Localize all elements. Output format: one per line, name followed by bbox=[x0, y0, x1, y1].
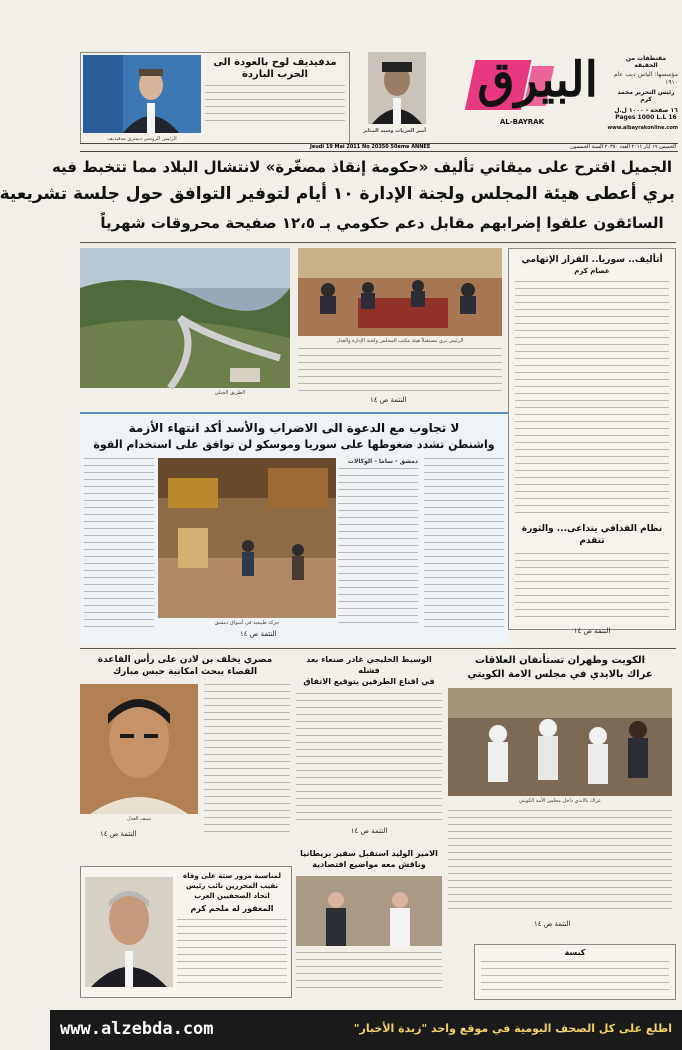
website: www.albayrakonline.com bbox=[607, 125, 678, 131]
syria-continued: التتمة ص ١٤ bbox=[240, 630, 277, 638]
obituary-headline1[interactable]: لمناسبة مرور ستة على وفاة bbox=[182, 872, 281, 880]
founder-portrait bbox=[362, 52, 426, 138]
kuwait-headline1[interactable]: الكويت وطهران تستأنفان العلاقات bbox=[474, 655, 646, 666]
side-note: مقتطفات من الحقيقة bbox=[625, 55, 667, 69]
divider bbox=[80, 648, 676, 649]
yemen-headline2[interactable]: في اقناع الطرفين بتوقيع الاتفاق bbox=[303, 677, 435, 686]
divider bbox=[80, 242, 676, 243]
teaser-text bbox=[205, 85, 345, 125]
egypt-headline1[interactable]: مصري يخلف بن لادن على رأس القاعدة bbox=[97, 655, 273, 665]
meeting-photo bbox=[298, 248, 502, 336]
kuwait-caption: عراك بالايدي داخل مجلس الأمة الكويتي bbox=[518, 798, 602, 804]
syria-market-photo bbox=[158, 458, 336, 618]
egypt-caption: سيف العدل bbox=[126, 816, 152, 822]
obituary-portrait bbox=[85, 877, 173, 987]
yemen-story bbox=[296, 654, 442, 844]
syria-text-col2 bbox=[338, 468, 418, 628]
syria-story bbox=[80, 412, 508, 644]
walid-text bbox=[296, 952, 442, 992]
footer-url[interactable]: www.alzebda.com bbox=[60, 1019, 214, 1039]
meeting-text bbox=[298, 348, 502, 392]
founder-photo bbox=[368, 52, 426, 124]
landscape-photo bbox=[80, 248, 290, 388]
column-subhead[interactable]: نظام القذافي يتداعى... والثورة تتقدم bbox=[521, 524, 663, 546]
price-en: 16 Pages 1000 L.L bbox=[615, 114, 677, 121]
teaser-caption: الرئيس الروسي ديمتري مدفيديف bbox=[107, 136, 177, 142]
egypt-text bbox=[204, 684, 290, 834]
column-subtext bbox=[515, 553, 669, 623]
egypt-continued: التتمة ص ١٤ bbox=[100, 830, 137, 838]
column-author: عصام كرم bbox=[574, 267, 610, 275]
kuwait-photo bbox=[448, 688, 672, 796]
kuwait-headline2[interactable]: عراك بالايدي في مجلس الامة الكويتي bbox=[467, 669, 653, 680]
dateline: الخميس ١٩ أيار ٢٠١١ العدد ٢٠٣٥٠ السنة الخمسون bbox=[570, 144, 676, 150]
column-continued: التتمة ص ١٤ bbox=[573, 627, 611, 635]
kabsa-title[interactable]: كبسة bbox=[564, 948, 586, 957]
yemen-headline1[interactable]: الوسيط الخليجي غادر صنعاء بعد فشله bbox=[306, 655, 432, 675]
teaser-photo bbox=[83, 55, 201, 133]
dateline-fr: Jeudi 19 Mai 2011 No 20350 50ème ANNÉE bbox=[310, 144, 431, 150]
teaser-box[interactable] bbox=[80, 52, 350, 144]
syria-text-col1 bbox=[424, 458, 504, 628]
meeting-caption: الرئيس بري مستقبلاً هيئة مكتب المجلس ولجنة الإدارة والعدل bbox=[336, 338, 464, 344]
footer-slogan[interactable]: اطلع على كل الصحف اليومية في موقع واحد "زبدة الأخبار" bbox=[353, 1022, 672, 1035]
yemen-text bbox=[296, 693, 442, 823]
price: ١٦ صفحة - ١٠٠٠ ل.ل bbox=[614, 107, 678, 114]
dateline-bar bbox=[80, 143, 678, 152]
syria-headline1[interactable]: لا تجاوب مع الدعوة الى الاضراب والأسد أكد انتهاء الأزمة bbox=[128, 421, 460, 435]
walid-headline1[interactable]: الامير الوليد استقبل سفير بريطانيا bbox=[300, 849, 438, 858]
obituary-headline3[interactable]: اتحاد الصحفيين العرب bbox=[194, 892, 270, 900]
column-text bbox=[515, 281, 669, 513]
editor: رئيس التحرير محمد كرم bbox=[617, 89, 675, 103]
kabsa-box bbox=[474, 944, 676, 1000]
obituary-text bbox=[177, 919, 287, 989]
founder: مؤسسها: الياس ديب عام ١٩١٠ bbox=[614, 71, 678, 86]
syria-text-col3 bbox=[84, 458, 154, 628]
landscape-caption: الطريق الجبلي bbox=[214, 390, 246, 396]
kabsa-text bbox=[481, 961, 669, 991]
walid-headline2[interactable]: وناقش معه مواضيع اقتصادية bbox=[312, 860, 426, 869]
headline-line2[interactable]: بري أعطى هيئة المجلس ولجنة الإدارة ١٠ أيام لتوفير التوافق حول جلسة تشريعية bbox=[0, 184, 675, 204]
kuwait-text bbox=[448, 810, 672, 914]
footer-banner[interactable] bbox=[50, 1010, 682, 1050]
egypt-headline2[interactable]: القضاء يبحث امكانية حبس مبارك bbox=[112, 667, 258, 677]
headline-line3[interactable]: السائقون علقوا إضرابهم مقابل دعم حكومي بـ ١٢،٥ صفيحة محروقات شهرياً bbox=[100, 214, 664, 232]
egypt-story bbox=[80, 654, 290, 844]
continued-marker: التتمة ص ١٤ bbox=[370, 396, 407, 404]
opinion-column bbox=[508, 248, 676, 635]
logo-en: AL-BAYRAK bbox=[499, 118, 544, 126]
yemen-continued: التتمة ص ١٤ bbox=[350, 827, 388, 835]
portrait-caption: أمير الحريات وسيد المنابر bbox=[362, 128, 426, 134]
walid-story bbox=[296, 848, 442, 998]
headline-line1[interactable]: الجميل اقترح على ميقاتي تأليف «حكومة إنقاذ مصغّرة» لانتشال البلاد مما تتخبط فيه bbox=[51, 158, 672, 176]
kuwait-continued: التتمة ص ١٤ bbox=[534, 920, 571, 928]
syria-caption: حركة طبيعية في أسواق دمشق bbox=[214, 620, 280, 626]
column-title[interactable]: أتأليف.. سوريا.. القرار الإتهامي bbox=[521, 255, 663, 265]
masthead-side-note bbox=[607, 55, 678, 131]
obituary-headline4[interactable]: المغفور له ملحم كرم bbox=[190, 904, 274, 913]
obituary-headline2[interactable]: نقيب المحررين نائب رئيس bbox=[185, 882, 279, 890]
obituary-box bbox=[80, 866, 292, 998]
syria-headline2[interactable]: واشنطن تشدد ضغوطها على سوريا وموسكو لن توافق على استخدام القوة bbox=[93, 438, 495, 451]
walid-photo bbox=[296, 876, 442, 946]
logo bbox=[438, 48, 608, 130]
logo-ar: البيرق bbox=[477, 52, 598, 108]
masthead bbox=[50, 0, 682, 150]
egypt-photo bbox=[80, 684, 198, 814]
kuwait-story bbox=[444, 654, 676, 934]
syria-dateline: دمشق - ساما - الوكالات bbox=[347, 458, 418, 465]
teaser-headline[interactable]: مدفيديف لوح بالعودة الى الحرب الباردة bbox=[213, 57, 337, 80]
